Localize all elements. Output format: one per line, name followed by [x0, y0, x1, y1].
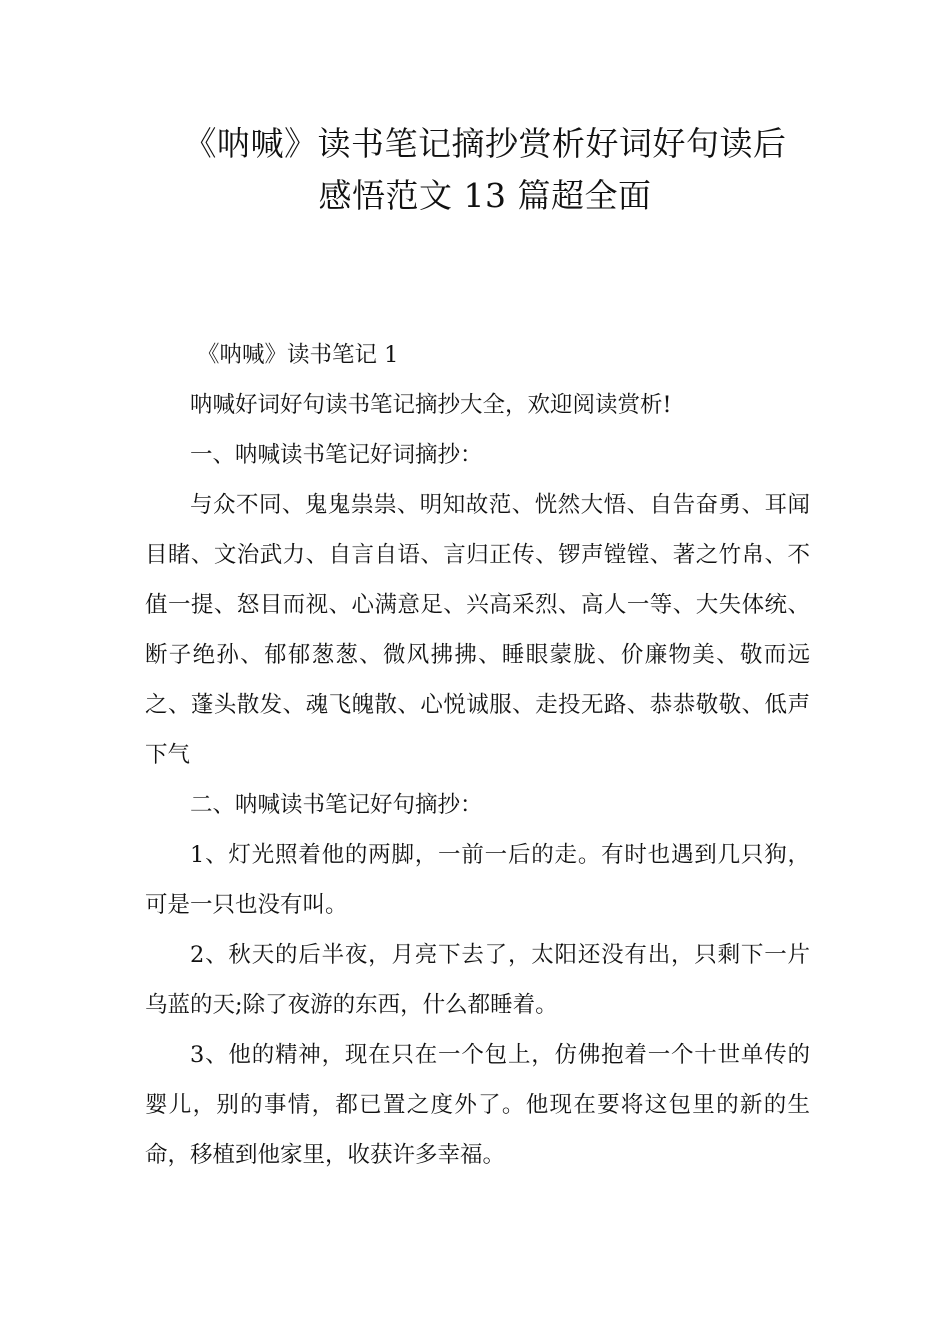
sentence-paragraph: 1、灯光照着他的两脚，一前一后的走。有时也遇到几只狗，可是一只也没有叫。: [145, 842, 810, 918]
document-title: [140, 118, 830, 222]
document-body: [145, 330, 810, 1180]
sentence-paragraph: 2、秋天的后半夜，月亮下去了，太阳还没有出，只剩下一片乌蓝的天;除了夜游的东西，什么都睡着。: [145, 942, 810, 1018]
intro-paragraph: 呐喊好词好句读书笔记摘抄大全，欢迎阅读赏析!: [190, 392, 672, 418]
part2-heading: 二、呐喊读书笔记好句摘抄：: [190, 792, 483, 818]
title-line-2: 感悟范文 13 篇超全面: [318, 176, 652, 215]
part1-heading: 一、呐喊读书笔记好词摘抄：: [190, 442, 483, 468]
section-heading: 《呐喊》读书笔记 1: [197, 342, 399, 368]
sentence-paragraph: 3、他的精神，现在只在一个包上，仿佛抱着一个十世单传的婴儿，别的事情，都已置之度外了。他现在要将这包里的新的生命，移植到他家里，收获许多幸福。: [145, 1042, 810, 1168]
words-paragraph: 与众不同、鬼鬼祟祟、明知故范、恍然大悟、自告奋勇、耳闻目睹、文治武力、自言自语、言归正传、锣声镗镗、著之竹帛、不值一提、怒目而视、心满意足、兴高采烈、高人一等、大失体统、断子绝孙、郁郁葱葱、微风拂拂、睡眼蒙胧、价廉物美、敬而远之、蓬头散发、魂飞魄散、心悦诚服、走投无路、恭恭敬敬、低声下气: [145, 492, 810, 768]
title-line-1: 《呐喊》读书笔记摘抄赏析好词好句读后: [183, 124, 787, 163]
